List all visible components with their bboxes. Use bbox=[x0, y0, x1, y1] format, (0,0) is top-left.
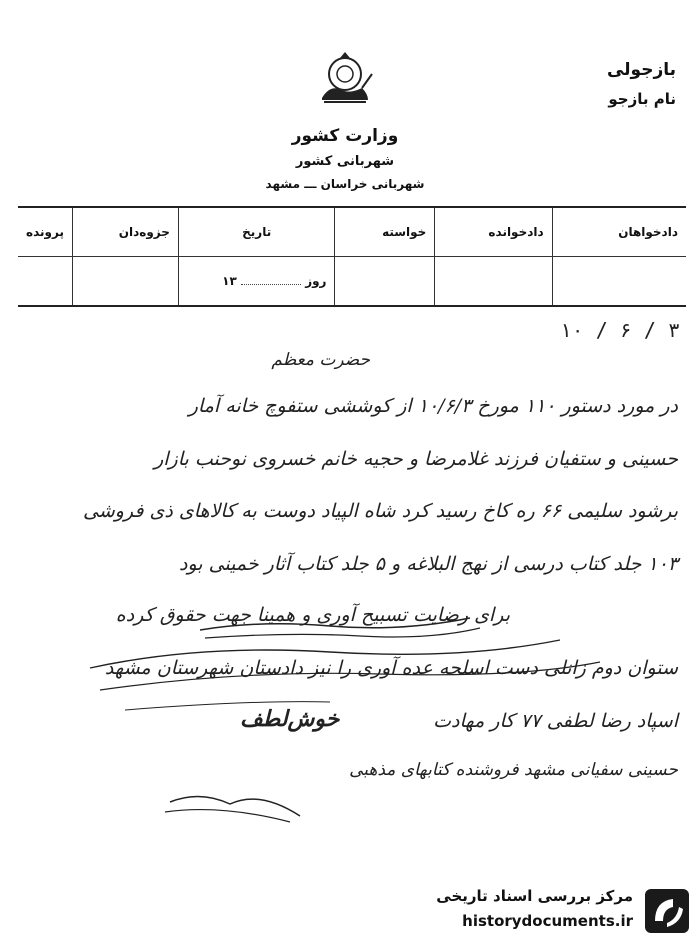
top-right-heading bbox=[607, 60, 676, 108]
case-file-cell bbox=[18, 257, 72, 307]
watermark-title: مرکز بررسی اسناد تاریخی bbox=[436, 887, 633, 905]
day-label: روز bbox=[305, 274, 327, 288]
lion-and-sun-emblem-icon bbox=[310, 50, 380, 110]
letter-line-7: اسپاد رضا لطفی ۷۷ کار مهادت bbox=[433, 710, 678, 732]
archive-watermark bbox=[405, 885, 695, 941]
signature: خوش‌لطف bbox=[240, 706, 340, 732]
salutation: حضرت معظم bbox=[271, 350, 370, 370]
watermark-url: historydocuments.ir bbox=[462, 912, 633, 930]
defendant-cell bbox=[435, 257, 552, 307]
letterhead bbox=[230, 50, 460, 191]
date-cell bbox=[178, 257, 335, 307]
letter-line-4: ۱۰۳ جلد کتاب درسی از نهج البلاغه و ۵ جلد کتاب آثار خمینی بود bbox=[178, 553, 678, 575]
letter-line-3: برشود سلیمی ۶۶ ره کاخ رسید کرد شاه الپیاد دوست به کالاهای ذی فروشی bbox=[82, 500, 678, 522]
letter-line-1: در مورد دستور ۱۱۰ مورخ ۱۰/۶/۳ از کوششی ستفوچ خانه آمار bbox=[188, 395, 678, 417]
case-form-table bbox=[18, 206, 686, 307]
police-subtitle: شهربانی کشور bbox=[295, 154, 395, 169]
khorasan-subtitle: شهربانی خراسان ـــ مشهد bbox=[265, 177, 425, 191]
form-value-row bbox=[18, 257, 686, 307]
plaintiffs-header: دادخواهان bbox=[552, 207, 686, 257]
defendant-header: دادخوانده bbox=[435, 207, 552, 257]
claim-cell bbox=[335, 257, 435, 307]
letter-line-8: حسینی سفیانی مشهد فروشنده کتابهای مذهبی bbox=[349, 760, 678, 780]
plaintiffs-cell bbox=[552, 257, 686, 307]
letter-line-2: حسینی و ستفیان فرزند غلامرضا و حجیه خانم خسروی نوحنب بازار bbox=[154, 448, 678, 470]
interrogator-name-label: نام بازجو bbox=[608, 90, 676, 108]
letter-line-6: ستوان دوم زانلی دست اسلحه عده آوری را نیز دادستان شهرستان مشهد bbox=[104, 657, 678, 679]
year-prefix: ۱۳ bbox=[222, 274, 237, 288]
historydocuments-logo-icon bbox=[643, 887, 691, 935]
date-header: تاریخ bbox=[178, 207, 335, 257]
case-file-header: پرونده bbox=[18, 207, 72, 257]
reference-number: ۱۰ / ۶ / ۳ bbox=[559, 318, 680, 342]
form-header-row bbox=[18, 207, 686, 257]
letter-line-5: برای رضایت تسبیح آوری و همینا جهت حقوق کرده bbox=[115, 604, 510, 626]
folder-cell bbox=[72, 257, 178, 307]
pen-strokes bbox=[0, 590, 700, 850]
ministry-title: وزارت کشور bbox=[291, 126, 399, 146]
claim-header: خواسته bbox=[335, 207, 435, 257]
folder-header: جزوه‌دان bbox=[72, 207, 178, 257]
interrogation-label: بازجولی bbox=[606, 60, 676, 80]
